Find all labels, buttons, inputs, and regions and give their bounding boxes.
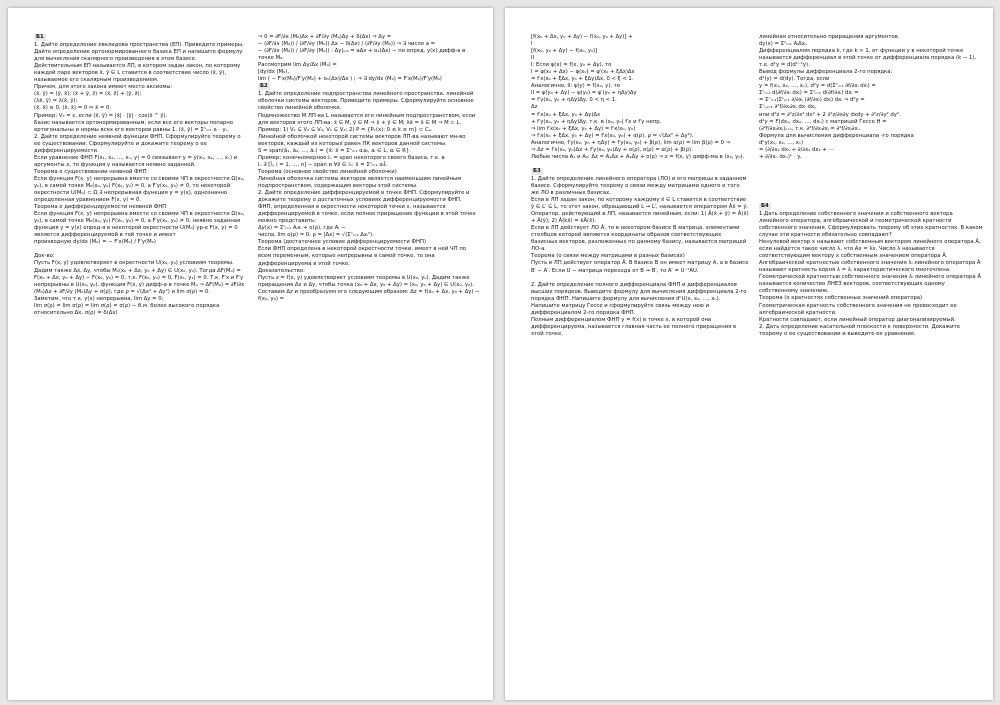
text-line: Действительным ЕП называется ЛП, в котором задан закон, по которому каждой паре векторов x̄, ȳ ∈ L ставится в соответствие число (x̄, ȳ), называемое его скалярным произведением. (34, 63, 241, 84)
text-line: + ∂/∂xₙ dxₙ)ᵏ · y. (759, 153, 802, 160)
text-line: Линейная оболочка системы векторов является наименьшим линейным подпространством, содержащим векторы этой системы. (258, 175, 462, 189)
text-line: [f(x₀, y₀ + Δy) − f(x₀, y₀)] (531, 48, 598, 55)
text-line: Теорема (основное свойство линейной оболочки) (258, 168, 397, 175)
text-line: I: Если φ(x) = f(x, y₀ + Δy), то (531, 62, 612, 69)
text-line: II (531, 55, 535, 62)
text-line: Аналогично, II: ψ(y) = f(x₀, y), то (531, 83, 620, 90)
text-line: производную dy/dx (M₀) = − F′x(M₀) / F′y(M₀) (34, 239, 156, 246)
text-line: Если в ЛП задан закон, по которому каждому x̄ ∈ L ставится в соответствие ȳ ∈ L′ ⊆ L, то этот закон, обращающий L → L′, называется оператором Âx̄ = ȳ. Оператор, действующий в ЛП, называется линейным, если: 1) Â(x̄ + ȳ) = Â(x̄) + Â(ȳ); 2) Â(kx̄) = kÂ(x̄). (531, 197, 749, 225)
text-line: (x̄, x̄) ≥ 0, (x̄, x̄) = 0 ⇔ x̄ = 0. (34, 105, 112, 112)
text-line: + f′y(x₀, y₀ + ηΔy)Δy, т.к. в (x₀, y₀) f′x и f′y непр. (531, 118, 662, 125)
spacer (759, 196, 983, 203)
text-line: Геометрической кратностью собственного значения λᵢ линейного оператора Â называется количество ЛНЕЗ векторов, соответствующих одному собственному значению. (759, 274, 981, 295)
text-line: ФНП, определенная в окрестности некоторой точки x, называется дифференцируемой в точке, если полное приращение функции в этой точке можно представить: (258, 204, 476, 225)
text-line: Рассмотрим lim Δy/Δx (M₀) = (258, 62, 337, 69)
text-line: ⇒ f′x(x₀ + ξΔx, y₀ + Δy) = f′x(x₀, y₀) + α(ρ), ρ = √(Δx² + Δy²). (531, 132, 694, 139)
text-line: ⇒ Δz = f′x(x₀, y₀)Δx + f′y(x₀, y₀)Δy + o(ρ), o(ρ) = α(ρ) + β(ρ). (531, 146, 693, 153)
text-line: 1.Дать определение собственного значения и собственного вектора линейного оператора, алгебраической и геометрической кратности собственного значения. Сформулировать теорему об этих кратностях. В каком случае эти кратности обязательно совпадают? (759, 210, 983, 239)
text-line: I = φ(x₀ + Δx) − φ(x₀) = φ′(x₀ + ξΔx)Δx (531, 69, 635, 76)
text-line: = f′x(x₀ + ξΔx, y₀ + ξΔy)Δx, 0 < ξ < 1. (531, 76, 634, 83)
spacer (34, 246, 248, 253)
text-line: (λx̄, ȳ) = λ(x̄, ȳ); (34, 98, 78, 105)
text-line: Теорема (о кратностях собственных значений оператора) (759, 295, 923, 302)
text-line: I (531, 41, 533, 48)
ticket-label: Б2 (260, 83, 268, 90)
text-line: Теорема (о связи между матрицами в разных базисах) (531, 253, 685, 260)
text-line: или d²z = ∂²z/∂x² dx² + 2 ∂²z/∂x∂y dxdy + ∂²z/∂y² dy². (759, 111, 901, 118)
text-line: Если функция F(x, y) непрерывна вместе со своими ЧП в окрестности Ω(x₀, y₀), в самой точке M₀(x₀, y₀) F(x₀, y₀) = 0, а F′y(x₀, y₀) ≠ 0, неявно заданная функция y = y(x) опред-я в некоторой окрестности U(M₀) ур-е F(x, y) = 0 является дифференцируемой в той точке и имеет (34, 211, 245, 239)
text-line: Если функция F(x, y) непрерывна вместе со своими ЧП в окрестности Ω(x₀, y₀), в самой точке M₀(x₀, y₀) F(x₀, y₀) = 0, а F′y(x₀, y₀) ≠ 0, то некоторой окрестности U(M₀) ⊂ Ω ∃ непрерывная функция y = y(x), однозначно определенная уравнением F(x, y) = 0. (34, 175, 245, 204)
page-left (8, 8, 493, 700)
text-line: числа, lim o(ρ) = 0, ρ = |Δx| = √(Σⁿᵢ₌₁ Δxᵢ²). (258, 232, 374, 239)
text-line: d²(y) = d(dy). Тогда, если (759, 76, 830, 83)
text-line: Формула для вычисления дифференциала -го порядка (759, 132, 914, 139)
text-line: Пусть F(x, y) удовлетворяет в окрестности U(x₀, y₀) условиям теоремы. Дадим также Δx, Δy, чтобы M₁(x₀ + Δx, y₀ + Δy) ∈ U(x₀, y₀). Тогда ΔF(M₀) = F(x₀ + Δx, y₀ + Δy) − F(x₀, y₀) = 0, т.к. F(x₀, y₀) = 0, F(x₁, y₁) = 0. Т.к. F′x и F′y непрерывны в U(x₀, y₀), функция F(x, y) дифф-а в точке M₀ ⇒ ΔF(M₀) = ∂F/∂x (M₀)Δx + ∂F/∂y (M₀)Δy + σ(ρ), где ρ = √(Δx² + Δy²) и lim σ(ρ) = 0. (34, 260, 245, 295)
text-line: Пусть z = f(x, y) удовлетворяет условиям теоремы в U(x₀, y₀). Дадим также приращения Δx и Δy, чтобы точка (x₀ + Δx, y₀ + Δy) = (x₀, y₀ + Δy) ∈ U(x₀, y₀). Составим Δz и преобразуем его следующим образом: Δz = f(x₀ + Δx, y₀ + Δy) − f(x₀, y₀) = (258, 274, 480, 302)
text-line: y = f(x₁, x₂, …, xₙ), d²y = d(Σⁿᵢ₌₁ ∂f/∂xᵢ dxᵢ) = (759, 83, 876, 90)
text-line: (x̄, ȳ) = (ȳ, x̄); (x̄ + ȳ, z̄) = (x̄, z̄) + (ȳ, z̄); (34, 91, 142, 98)
ticket-heading (531, 168, 749, 176)
ticket-label: Б4 (761, 202, 769, 209)
text-line: S = span(ā₁, ā₂, …, āₙ) = {x̄: x̄ = Σⁿᵢ₌₁ αᵢaᵢ, aᵢ ∈ L, αᵢ ∈ R}. (258, 147, 411, 154)
text-line: Полным дифференциалом ФНП y = f(x) в точке x, в которой она дифференцируема, называется главная часть ее полного приращения в этой точке, (531, 316, 737, 337)
text-line: lₙ ∃ [l̄ᵢ, i = 1, …, n] − span и ∀x̄ ∈ lₙ: x̄ = Σⁿᵢ₌₁ αᵢl̄ᵢ. (258, 161, 388, 168)
text-line: Δz (531, 104, 538, 111)
text-line: ⇒ lim f′x(x₀ + ξΔx, y₀ + Δy) = f′x(x₀, y₀) (531, 125, 636, 132)
spacer (759, 161, 983, 168)
spacer (531, 275, 749, 282)
text-line: 2. Дайте определение дифференцируемой в точке ФНП. Сформулируйте и докажите теорему о достаточных условиях дифференцируемости ФНП. (258, 190, 470, 204)
text-line: Пример: 1) V₁ ⊆ V₂ ⊆ V₃, V₁ ⊆ V₃; 2) P = {Pₖ(x): 0 ≤ k ≤ m} ⊂ Cₑ. (258, 126, 433, 133)
ticket-heading (759, 203, 983, 211)
text-line: Алгебраической кратностью собственного значения λᵢ линейного оператора Â называют кратность корня λ = λᵢ характеристического многочлена. (759, 260, 981, 274)
text-line: d²y = F(dx₁, dx₂, …, dxₙ) с матрицей Гессе H = (759, 118, 887, 125)
column-right-1 (531, 34, 749, 694)
text-line: Причем, для этого закона имеют место аксиомы: (34, 84, 173, 91)
text-line: линейная относительно приращения аргументов. (759, 34, 900, 40)
spacer (531, 161, 749, 168)
spacer (759, 175, 983, 182)
text-line: dᵏy(x₁, x₂, …, xₙ) (759, 139, 804, 146)
text-line: = Σⁿᵢ₌₁(Σⁿⱼ₌₁ ∂/∂xⱼ (∂f/∂xᵢ) dxⱼ) dxᵢ ⇒ d²y = (759, 97, 865, 104)
text-line: − (∂F/∂x (M₀)) / (∂F/∂y (M₀)) : Δy|ₘ₀ = aΔx + o₁(Δx) − по опред. y(x) дифф-а в точке M₀. (258, 48, 466, 62)
text-line: Базис называется ортонормированным, если все его векторы попарно ортогональны и нормы всех его векторов равны 1. (x̄, ȳ) = Σⁿᵢ₌₁ xᵢ · yᵢ. (34, 119, 234, 133)
text-line: Если ФНП определена в некоторой окрестности точки, имеет в ней ЧП по всем переменным, которые непрерывны в самой точке, то она дифференцируема в этой точке. (258, 246, 467, 267)
text-line: Аналогично, f′y(x₀, y₀ + ηΔy) = f′y(x₀, y₀) + β(ρ), lim α(ρ) = lim β(ρ) = 0 ⇒ (531, 139, 731, 146)
text-line: Док-во: (34, 253, 55, 260)
text-line: Теорема (достаточное условие дифференцируемости ФНП) (258, 239, 427, 246)
text-line: Δy(x) = Σⁿᵢ₌₁ Aᵢxᵢ + o(ρ), где Aᵢ − (258, 225, 346, 232)
text-line: [dy/dx (M₀), (258, 69, 290, 76)
text-line: Теорема о дифференцируемости неявной ФНП (34, 204, 167, 211)
text-line: 2. Дайте определение полного дифференциала ФНП и дифференциалов высших порядков. Выведите формулу для вычисления дифференциала 2-го порядка ФНП. Напишите формулу для вычисления dᵏU(x, x₂, …, xₙ). Напишите матрицу Гессе и сформулируйте связь между нею и дифференциалом 2-го порядка ФНП. (531, 281, 747, 316)
text-line: 2. Дайте определение неявной функции ФНП. Сформулируйте теорему о ее существовании. Сформулируйте и докажите теорему о ее дифференцируемости. (34, 133, 241, 154)
spacer (759, 182, 983, 189)
text-line: Если уравнение ФНП F(x₁, x₂, …, xₙ, y) = 0 связывает y = y(x₁, x₂, …, xₙ) и аргументы x, то функция y называется неявно заданной. (34, 154, 238, 168)
column-left-2 (258, 34, 480, 694)
text-line: 1. Дайте определение подпространства линейного пространства, линейной оболочки системы векторов. Приведите примеры. Сформулируйте основное свойство линейной оболочки. (258, 91, 474, 112)
text-line: Ненулевой вектор x называют собственным вектором линейного оператора Â, если найдется такое число λ, что Ax = λx. Число λ называется соответствующим вектору x собственным значением оператора Â. (759, 239, 981, 260)
text-line: Пример: V₃ = ε, если (x̄, ȳ) = |x̄| · |ȳ| · cos(x̄ ^ ȳ). (34, 112, 168, 119)
text-line: ⇒ 0 = ∂F/∂x (M₀)Δx + ∂F/∂y (M₀)Δy + δ(Δx) ⇒ Δy = (258, 34, 392, 40)
text-line: (∂²f/∂xᵢ∂xⱼ)ₙₓₙ, т.к. ∂²f/∂xᵢ∂xⱼ = ∂²f/∂xⱼ∂xᵢ. (759, 125, 861, 132)
text-line: Любые числа A₁ и A₂: Δz = A₁Δx + A₂Δy + o(ρ) ⇒ z = f(x, y) дифф-ма в (x₀, y₀). (531, 153, 745, 160)
ticket-label: Б1 (36, 34, 44, 40)
column-right-2 (759, 34, 983, 694)
text-line: [f(x₀ + Δx, y₀ + Δy) − f(x₀, y₀ + Δy)] + (531, 34, 633, 40)
text-line: 2. Дать определение касательной плоскости к поверхности. Докажите теорему о ее существовании и выведите ее уравнение. (759, 323, 960, 337)
text-line: Пример: конечномерное lₙ = span некоторого своего базиса, т.к. в (258, 154, 445, 161)
text-line: Доказательство: (258, 267, 305, 274)
text-line: Дифференциалом порядка k, где k > 1, от функции y в некоторой точке называется дифференциал в этой точке от дифференциала порядка (k − 1), т.е. dᵏy = d(dᵏ⁻¹y). (759, 48, 977, 69)
text-line: Заметим, что т.к. y(x) непрерывна, lim Δy = 0; (34, 295, 164, 302)
text-line: Линейной оболочкой некоторой системы векторов ЛП-ва называют мн-во векторов, каждый из которых равен ЛК векторов данной системы. (258, 133, 466, 147)
text-line: 1. Дайте определение евклидова пространства (ЕП). Приведите примеры. Дайте определение ортонормированного базиса ЕП и напишите формулу для вычисления скалярного произведения в этом базисе. (34, 42, 244, 63)
text-line: Геометрическая кратность собственного значения не превосходит ее алгебраической кратности. (759, 302, 957, 316)
text-line: Пусть в ЛП действует оператор Â. В базисе B он имеет матрицу A, а в базисе B′ − A′. Если U − матрица перехода от B → B′, то A′ = U⁻¹AU. (531, 260, 749, 274)
ticket-label: Б3 (533, 167, 541, 174)
text-line: 1. Дайте определение линейного оператора (ЛО) и его матрицы в заданном базисе. Сформулируйте теорему о связи между матрицами одного и того же ЛО в различных базисах. (531, 175, 747, 196)
text-line: Вывод формулы дифференциала 2-го порядка: (759, 69, 893, 76)
page-right (505, 8, 993, 700)
text-line: lim ( − F′x(M₀)/F′y(M₀) + o₁(Δx)/Δx ) ; ⇒ ∃ dy/dx (M₀) = F′x(M₀)/F′y(M₀) (258, 76, 442, 83)
text-line: lim σ(ρ) = lim σ(ρ) = lim σ(ρ) = σ(ρ) − б.м. более высокого порядка относительно Δx, σ(ρ) = δ(Δx) (34, 302, 220, 316)
text-line: = (∂/∂x₁ dx₁ + ∂/∂x₂ dx₂ + ⋯ (759, 146, 834, 153)
text-line: dy(x) = Σⁿᵢ₌₁ AᵢΔxᵢ. (759, 41, 808, 48)
text-line: Подмножество M ЛП-ва L называется его линейным подпространством, если для векторов этого ЛП-ва: x̄ ∈ M, ȳ ∈ M ⇒ x̄ + ȳ ∈ M; λx̄ = x̄ ∈ M ⇒ M ⊂ L. (258, 112, 476, 126)
text-line: Кратности совпадают, если линейный оператор диагонализируемый. (759, 316, 956, 323)
column-left-1 (34, 34, 248, 694)
text-line: − (∂F/∂x (M₀)) / (∂F/∂y (M₀)) Δx − δ(Δx) / (∂F/∂y (M₀)) ⇒ ∃ число a = (258, 41, 436, 48)
spacer (759, 168, 983, 175)
text-line: Σⁿᵢ,ⱼ₌₁ ∂²f/∂xᵢ∂xⱼ dxᵢ dxⱼ, (759, 104, 817, 111)
text-line: II = ψ(y₀ + Δy) − ψ(y₀) = ψ′(y₀ + ηΔy)Δy (531, 90, 637, 97)
text-line: Если в ЛП действует ЛО Â, то в некотором базисе B матрица, элементами столбцов которой являются координаты образов соответствующих базисных векторов, разложенных по данному базису, называется матрицей ЛО-а. (531, 225, 747, 253)
ticket-heading (34, 34, 248, 42)
text-line: Σⁿᵢ₌₁ d(∂f/∂xᵢ dxᵢ) = Σⁿᵢ₌₁ d(∂f/∂xᵢ) dxᵢ = (759, 90, 859, 97)
text-line: = f′x(x₀ + ξΔx, y₀ + Δy)Δx (531, 111, 601, 118)
text-line: Теорема о существовании неявной ФНП (34, 168, 147, 175)
spacer (759, 189, 983, 196)
text-line: = f′y(x₀, y₀ + ηΔy)Δy, 0 < η < 1. (531, 97, 617, 104)
